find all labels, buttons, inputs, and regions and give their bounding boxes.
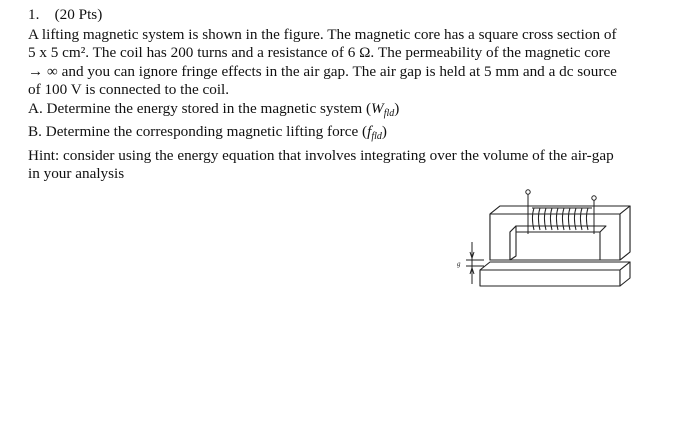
part-a-question: [28, 100, 668, 124]
part-a-symbol: W: [371, 99, 384, 117]
part-b-symbol: f: [367, 123, 372, 140]
armature-top-face: [480, 262, 630, 270]
part-b-subscript: fld: [371, 131, 382, 142]
magnetic-lifting-system-figure: [448, 186, 638, 304]
part-b-text: B. Determine the corresponding magnetic lifting force (: [28, 123, 368, 140]
statement-line-3: → ∞ and you can ignore fringe effects in the air gap. The air gap is held at 5 mm and a dc source: [28, 62, 617, 80]
hint-line-2: in your analysis: [28, 165, 125, 182]
gap-label: g: [457, 260, 461, 268]
core-inner-left: [510, 226, 516, 260]
core-side-face: [620, 206, 630, 260]
part-b-question: [28, 123, 668, 147]
part-a-text: A. Determine the energy stored in the magnetic system (: [28, 99, 372, 117]
core-top-face: [490, 206, 630, 214]
part-b-close: ): [381, 123, 387, 140]
statement-line-4: of 100 V is connected to the coil.: [28, 81, 230, 98]
coil-terminals: [526, 190, 596, 206]
hint-line-1: Hint: consider using the energy equation that involves integrating over the volume of the air-gap: [28, 146, 614, 164]
terminal-right-icon: [592, 196, 596, 200]
armature-front-face: [480, 270, 620, 286]
problem-document: [28, 6, 668, 184]
statement-line-1: A lifting magnetic system is shown in the figure. The magnetic core has a square cross section of: [28, 25, 617, 43]
statement-line-2: 5 x 5 cm². The coil has 200 turns and a resistance of 6 Ω. The permeability of the magnetic core: [28, 44, 611, 61]
part-a-subscript: fld: [383, 107, 395, 119]
problem-number: 1.: [28, 6, 40, 23]
part-a-close: ): [394, 99, 400, 117]
problem-points: (20 Pts): [54, 6, 103, 23]
magnetic-system-diagram: [448, 186, 638, 304]
problem-heading: [28, 6, 668, 25]
terminal-left-icon: [526, 190, 530, 194]
